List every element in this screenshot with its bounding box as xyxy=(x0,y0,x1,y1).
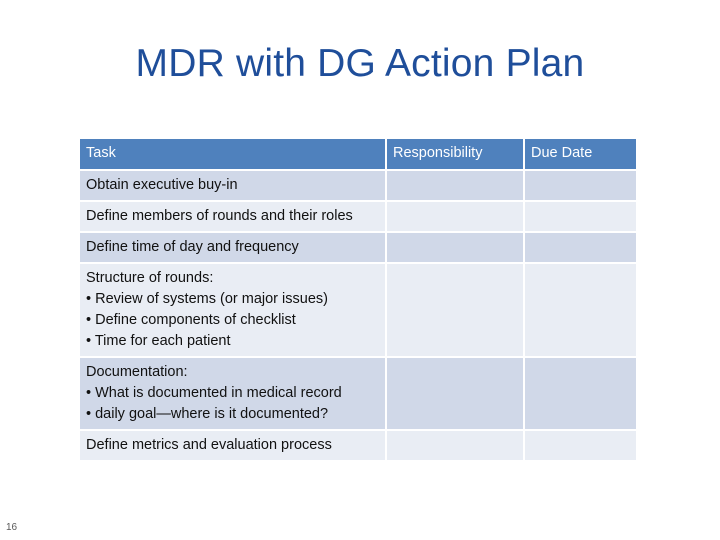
table-header-row xyxy=(79,138,637,170)
task-bullet: • Review of systems (or major issues) xyxy=(86,291,328,307)
task-cell xyxy=(79,170,386,201)
task-text: Structure of rounds: xyxy=(86,270,214,286)
header-due-date: Due Date xyxy=(524,138,637,170)
header-task: Task xyxy=(79,138,386,170)
due-date-cell xyxy=(524,263,637,357)
table-row xyxy=(79,263,637,357)
task-bullet: • Time for each patient xyxy=(86,333,231,349)
table-row xyxy=(79,430,637,461)
header-responsibility: Responsibility xyxy=(386,138,524,170)
due-date-cell xyxy=(524,170,637,201)
task-bullet: • daily goal—where is it documented? xyxy=(86,406,329,422)
task-text: Documentation: xyxy=(86,364,188,380)
responsibility-cell xyxy=(386,170,524,201)
due-date-cell xyxy=(524,232,637,263)
task-text: Define members of rounds and their roles xyxy=(86,208,353,224)
responsibility-cell xyxy=(386,430,524,461)
action-plan-table xyxy=(78,137,638,462)
due-date-cell xyxy=(524,201,637,232)
due-date-cell xyxy=(524,430,637,461)
responsibility-cell xyxy=(386,357,524,430)
task-cell xyxy=(79,263,386,357)
responsibility-cell xyxy=(386,201,524,232)
task-cell xyxy=(79,357,386,430)
due-date-cell xyxy=(524,357,637,430)
table-row xyxy=(79,201,637,232)
task-text: Define time of day and frequency xyxy=(86,239,299,255)
task-bullet: • What is documented in medical record xyxy=(86,385,342,401)
task-bullet: • Define components of checklist xyxy=(86,312,296,328)
responsibility-cell xyxy=(386,232,524,263)
task-cell xyxy=(79,430,386,461)
task-text: Define metrics and evaluation process xyxy=(86,437,332,453)
slide-title: MDR with DG Action Plan xyxy=(135,42,585,85)
table-row xyxy=(79,232,637,263)
task-cell xyxy=(79,232,386,263)
task-text: Obtain executive buy-in xyxy=(86,177,238,193)
table-row xyxy=(79,357,637,430)
responsibility-cell xyxy=(386,263,524,357)
task-cell xyxy=(79,201,386,232)
page-number: 16 xyxy=(6,522,18,533)
table-row xyxy=(79,170,637,201)
